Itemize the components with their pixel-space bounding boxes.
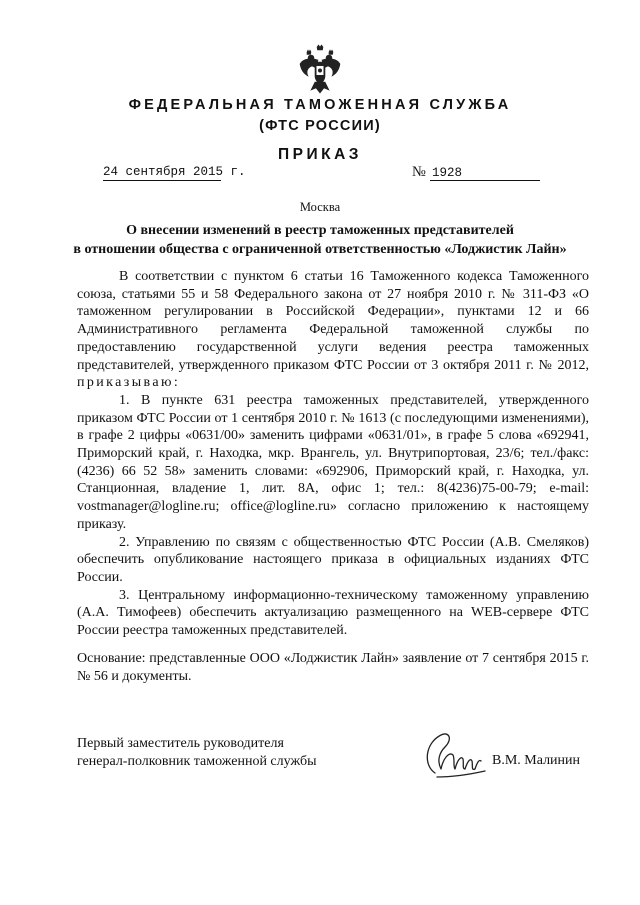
item-paragraph: 1. В пункте 631 реестра таможенных представителей, утвержденного приказом ФТС России от 1 сентября 2010 г. № 1613 (с последующими изменениями), в графе 2 цифры «0631/00» заменить цифрами «0631/01», в графе 5 слова «692941, Приморский край, г. Находка, мкр. Врангель, ул. Внутрипортовая, 23/6; тел./факс: (4236) 66 52 58» заменить словами: «692906, Приморский край, г. Находка, ул. Станционная, владение 1, лит. 8А, офис 1; тел.: 8(4236)75-00-79; e-mail: vostmanager@logline.ru; office@logline.ru» согласно приложению к настоящему приказу. [77,392,589,532]
position-line: генерал-полковник таможенной службы [77,754,317,769]
subject-line: О внесении изменений в реестр таможенных представителей [126,223,514,238]
city: Москва [299,200,341,214]
organization-name: ФЕДЕРАЛЬНАЯ ТАМОЖЕННАЯ СЛУЖБА [128,97,512,113]
organization-short-name: (ФТС РОССИИ) [259,118,381,134]
signatory-position [77,735,316,771]
subject-line: в отношении общества с ограниченной ответственностью «Лоджистик Лайн» [73,242,567,257]
order-word: приказываю: [77,375,181,391]
document-type: ПРИКАЗ [278,146,362,163]
double-headed-eagle-emblem-icon [298,44,342,94]
preamble-paragraph [77,268,589,392]
document-number: 1928 [432,166,463,180]
basis-paragraph: Основание: представленные ООО «Лоджистик Лайн» заявление от 7 сентября 2015 г. № 56 и документы. [77,651,589,684]
document-date: 24 сентября 2015 г. [103,165,246,179]
preamble-text: В соответствии с пунктом 6 статьи 16 Таможенного кодекса Таможенного союза, статьями 55 и 58 Федерального закона от 27 ноября 2010 г. № 311-ФЗ «О таможенном регулировании в Российской Федерации», пунктами 12 и 66 Административного регламента Федеральной таможенной службы по предоставлению государственной услуги ведения реестра таможенных представителей, утвержденного приказом ФТС России от 3 октября 2011 г. № 2012, [77,269,589,373]
number-label: № [412,164,426,180]
handwritten-signature-icon [415,725,490,785]
item-paragraph: 3. Центральному информационно-техническому таможенному управлению (А.А. Тимофеев) обеспечить актуализацию размещенного на WEB-сервере ФТС России реестра таможенных представителей. [77,587,589,639]
document-body [77,268,589,640]
item-paragraph: 2. Управлению по связям с общественностью ФТС России (А.В. Смеляков) обеспечить опубликование настоящего приказа в официальных изданиях ФТС России. [77,534,589,585]
position-line: Первый заместитель руководителя [77,736,284,751]
signatory-name: В.М. Малинин [492,753,581,768]
document-subject [0,221,640,259]
